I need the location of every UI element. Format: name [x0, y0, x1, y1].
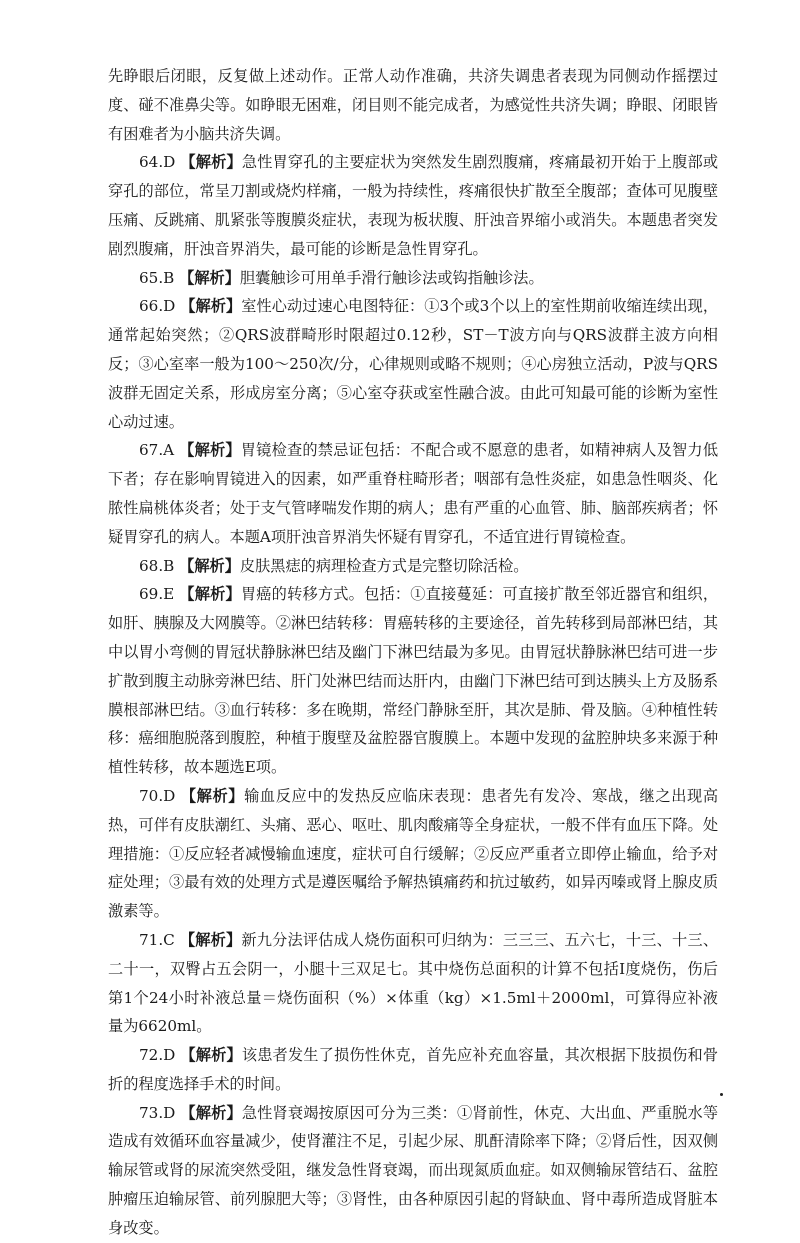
answer-text: 急性肾衰竭按原因可分为三类：①肾前性，休克、大出血、严重脱水等造成有效循环血容量减少，使肾灌注不足，引起少尿、肌酐清除率下降；②肾后性，因双侧输尿管或肾的尿流突然受阻，继发急性肾衰竭，而出现氮质血症。如双侧输尿管结石、盆腔肿瘤压迫输尿管、前列腺肥大等；③肾性，由各种原因引起的肾缺血、肾中毒所造成肾脏本身改变。	[108, 1103, 719, 1237]
answer-70	[108, 782, 718, 926]
answer-number: 64.D	[139, 153, 176, 172]
analysis-tag: 【解析】	[180, 1103, 242, 1122]
answer-73	[108, 1099, 718, 1243]
answer-text: 胆囊触诊可用单手滑行触诊法或钩指触诊法。	[239, 268, 544, 287]
answer-69	[108, 580, 718, 782]
answer-text: 皮肤黑痣的病理检查方式是完整切除活检。	[239, 556, 529, 575]
answer-number: 70.D	[139, 786, 176, 805]
analysis-tag: 【解析】	[180, 297, 242, 316]
answer-text: 输血反应中的发热反应临床表现：患者先有发冷、寒战，继之出现高热，可伴有皮肤潮红、头痛、恶心、呕吐、肌肉酸痛等全身症状，一般不伴有血压下降。处理措施：①反应轻者减慢输血速度，症状可自行缓解；②反应严重者立即停止输血，给予对症处理；③最有效的处理方式是遵医嘱给予解热镇痛药和抗过敏药，如异丙嗪或肾上腺皮质激素等。	[108, 786, 719, 921]
answer-number: 66.D	[139, 297, 176, 316]
analysis-tag: 【解析】	[179, 268, 240, 287]
analysis-tag: 【解析】	[179, 930, 242, 949]
answer-65	[108, 264, 718, 293]
analysis-tag: 【解析】	[180, 1046, 242, 1065]
answer-number: 72.D	[139, 1046, 176, 1065]
answer-72	[108, 1041, 718, 1099]
analysis-tag: 【解析】	[179, 585, 241, 604]
answer-66	[108, 292, 718, 436]
answer-page	[108, 62, 718, 1243]
answer-67	[108, 436, 718, 551]
answer-68	[108, 552, 718, 581]
answer-text: 室性心动过速心电图特征：①3个或3个以上的室性期前收缩连续出现，通常起始突然；②QRS波群畸形时限超过0.12秒，ST－T波方向与QRS波群主波方向相反；③心室率一般为100～250次/分，心律规则或略不规则；④心房独立活动，P波与QRS波群无固定关系，形成房室分离；⑤心室夺获或室性融合波。由此可知最可能的诊断为室性心动过速。	[108, 297, 719, 431]
answer-number: 69.E	[139, 585, 175, 604]
answer-64	[108, 148, 718, 263]
analysis-tag: 【解析】	[180, 786, 245, 805]
scan-speck	[720, 1093, 723, 1096]
answer-number: 65.B	[139, 268, 175, 287]
answer-number: 68.B	[139, 556, 175, 575]
answer-number: 71.C	[139, 930, 175, 949]
answer-text: 新九分法评估成人烧伤面积可归纳为：三三三、五六七，十三、十三、二十一，双臀占五会阴一，小腿十三双足七。其中烧伤总面积的计算不包括Ⅰ度烧伤，伤后第1个24小时补液总量＝烧伤面积（%）×体重（kg）×1.5ml＋2000ml，可算得应补液量为6620ml。	[108, 930, 719, 1036]
intro-paragraph: 先睁眼后闭眼，反复做上述动作。正常人动作准确，共济失调患者表现为同侧动作摇摆过度、碰不准鼻尖等。如睁眼无困难，闭目则不能完成者，为感觉性共济失调；睁眼、闭眼皆有困难者为小脑共济失调。	[108, 67, 718, 143]
answer-number: 73.D	[139, 1103, 176, 1122]
answer-71	[108, 926, 718, 1041]
analysis-tag: 【解析】	[180, 153, 242, 172]
answer-text: 胃镜检查的禁忌证包括：不配合或不愿意的患者，如精神病人及智力低下者；存在影响胃镜进入的因素，如严重脊柱畸形者；咽部有急性炎症，如患急性咽炎、化脓性扁桃体炎者；处于支气管哮喘发作期的病人；患有严重的心血管、肺、脑部疾病者；怀疑胃穿孔的病人。本题A项肝浊音界消失怀疑有胃穿孔，不适宜进行胃镜检查。	[108, 441, 719, 546]
analysis-tag: 【解析】	[179, 556, 240, 575]
answer-text: 该患者发生了损伤性休克，首先应补充血容量，其次根据下肢损伤和骨折的程度选择手术的时间。	[108, 1046, 719, 1093]
answer-text: 急性胃穿孔的主要症状为突然发生剧烈腹痛，疼痛最初开始于上腹部或穿孔的部位，常呈刀割或烧灼样痛，一般为持续性，疼痛很快扩散至全腹部；查体可见腹壁压痛、反跳痛、肌紧张等腹膜炎症状，表现为板状腹、肝浊音界缩小或消失。本题患者突发剧烈腹痛，肝浊音界消失，最可能的诊断是急性胃穿孔。	[108, 153, 719, 258]
analysis-tag: 【解析】	[179, 441, 241, 460]
answer-text: 胃癌的转移方式。包括：①直接蔓延：可直接扩散至邻近器官和组织，如肝、胰腺及大网膜等。②淋巴结转移：胃癌转移的主要途径，首先转移到局部淋巴结，其中以胃小弯侧的胃冠状静脉淋巴结及幽门下淋巴结最为多见。由胃冠状静脉淋巴结可进一步扩散到腹主动脉旁淋巴结、肝门处淋巴结而达肝内，由幽门下淋巴结可到达胰头上方及肠系膜根部淋巴结。③血行转移：多在晚期，常经门静脉至肝，其次是肺、骨及脑。④种植性转移：癌细胞脱落到腹腔，种植于腹壁及盆腔器官腹膜上。本题中发现的盆腔肿块多来源于种植性转移，故本题选E项。	[108, 585, 719, 777]
answer-number: 67.A	[139, 441, 175, 460]
